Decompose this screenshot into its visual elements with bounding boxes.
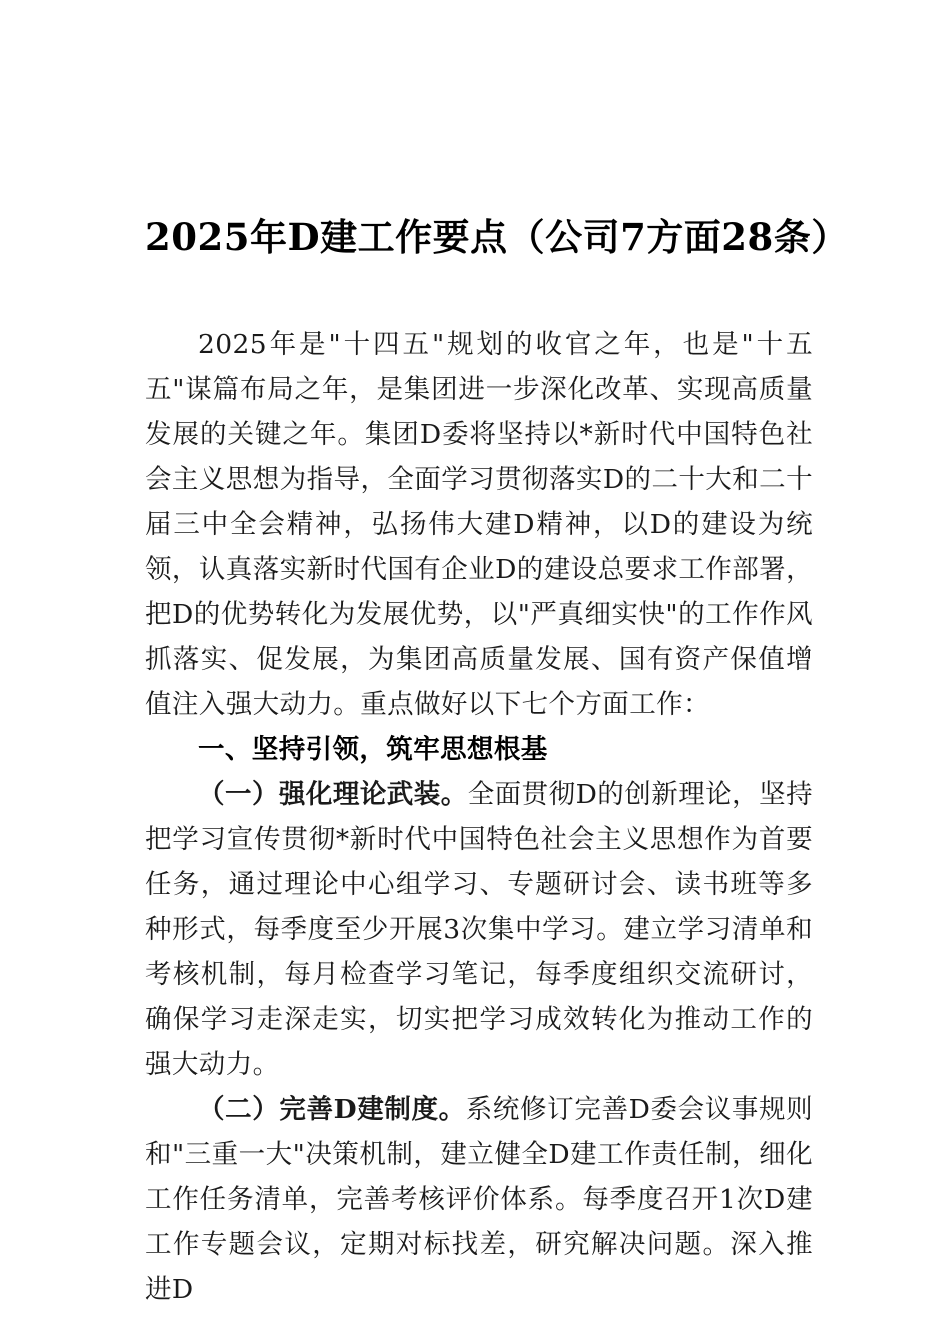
subsection-text-2: 系统修订完善D委会议事规则和"三重一大"决策机制，建立健全D建工作责任制，细化工作任务清单，完善考核评价体系。每季度召开1次D建工作专题会议，定期对标找差，研究解决问题。深入推进D	[145, 1094, 814, 1305]
section-heading-1: 一、坚持引领，筑牢思想根基	[198, 734, 548, 765]
document-content	[145, 322, 813, 1312]
subsection-text-1: 全面贯彻D的创新理论，坚持把学习宣传贯彻*新时代中国特色社会主义思想作为首要任务，通过理论中心组学习、专题研讨会、读书班等多种形式，每季度至少开展3次集中学习。建立学习清单和考核机制，每月检查学习笔记，每季度组织交流研讨，确保学习走深走实，切实把学习成效转化为推动工作的强大动力。	[145, 779, 813, 1080]
subsection-paragraph-2	[145, 1087, 813, 1312]
intro-paragraph: 2025年是"十四五"规划的收官之年，也是"十五五"谋篇布局之年，是集团进一步深化改革、实现高质量发展的关键之年。集团D委将坚持以*新时代中国特色社会主义思想为指导，全面学习贯彻落实D的二十大和二十届三中全会精神，弘扬伟大建D精神，以D的建设为统领，认真落实新时代国有企业D的建设总要求工作部署，把D的优势转化为发展优势，以"严真细实快"的工作作风抓落实、促发展，为集团高质量发展、国有资产保值增值注入强大动力。重点做好以下七个方面工作：	[145, 329, 813, 720]
subsection-lead-2: （二）完善D建制度。	[198, 1094, 466, 1125]
subsection-lead-1: （一）强化理论武装。	[198, 779, 468, 810]
page-title: 2025年D建工作要点（公司7方面28条）	[145, 214, 849, 259]
subsection-paragraph-1	[145, 772, 813, 1087]
